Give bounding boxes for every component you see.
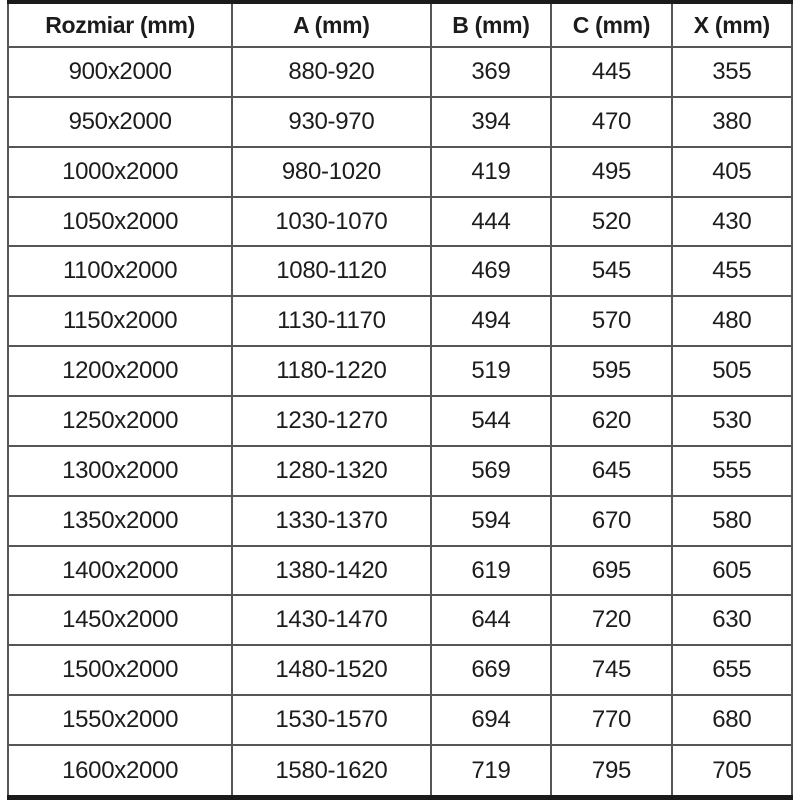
- cell-x: 430: [672, 197, 792, 247]
- cell-c: 620: [551, 396, 671, 446]
- cell-b: 394: [431, 97, 552, 147]
- cell-rozmiar: 1300x2000: [8, 446, 232, 496]
- cell-c: 645: [551, 446, 671, 496]
- cell-b: 419: [431, 147, 552, 197]
- table-header: [8, 2, 792, 47]
- cell-rozmiar: 1000x2000: [8, 147, 232, 197]
- cell-x: 705: [672, 745, 792, 797]
- cell-x: 555: [672, 446, 792, 496]
- cell-a: 1180-1220: [232, 346, 430, 396]
- column-header-rozmiar: Rozmiar (mm): [8, 2, 232, 47]
- cell-x: 605: [672, 546, 792, 596]
- cell-a: 1480-1520: [232, 645, 430, 695]
- cell-a: 1380-1420: [232, 546, 430, 596]
- cell-a: 880-920: [232, 47, 430, 97]
- cell-rozmiar: 1100x2000: [8, 246, 232, 296]
- table-row: [8, 496, 792, 546]
- cell-b: 719: [431, 745, 552, 797]
- cell-x: 630: [672, 595, 792, 645]
- cell-c: 770: [551, 695, 671, 745]
- column-header-x: X (mm): [672, 2, 792, 47]
- cell-x: 380: [672, 97, 792, 147]
- cell-x: 355: [672, 47, 792, 97]
- cell-a: 930-970: [232, 97, 430, 147]
- cell-x: 580: [672, 496, 792, 546]
- cell-x: 680: [672, 695, 792, 745]
- cell-c: 495: [551, 147, 671, 197]
- cell-a: 1430-1470: [232, 595, 430, 645]
- cell-a: 1230-1270: [232, 396, 430, 446]
- cell-a: 980-1020: [232, 147, 430, 197]
- cell-b: 444: [431, 197, 552, 247]
- table-row: [8, 246, 792, 296]
- cell-b: 619: [431, 546, 552, 596]
- header-row: [8, 2, 792, 47]
- cell-rozmiar: 1500x2000: [8, 645, 232, 695]
- cell-x: 455: [672, 246, 792, 296]
- cell-a: 1130-1170: [232, 296, 430, 346]
- cell-c: 595: [551, 346, 671, 396]
- cell-a: 1030-1070: [232, 197, 430, 247]
- cell-rozmiar: 950x2000: [8, 97, 232, 147]
- cell-x: 405: [672, 147, 792, 197]
- cell-x: 530: [672, 396, 792, 446]
- column-header-c: C (mm): [551, 2, 671, 47]
- cell-c: 570: [551, 296, 671, 346]
- table-row: [8, 396, 792, 446]
- table-row: [8, 645, 792, 695]
- table-row: [8, 197, 792, 247]
- table-row: [8, 595, 792, 645]
- table-row: [8, 147, 792, 197]
- table-row: [8, 695, 792, 745]
- cell-x: 655: [672, 645, 792, 695]
- cell-c: 720: [551, 595, 671, 645]
- cell-rozmiar: 1150x2000: [8, 296, 232, 346]
- cell-b: 544: [431, 396, 552, 446]
- cell-c: 445: [551, 47, 671, 97]
- cell-b: 669: [431, 645, 552, 695]
- cell-x: 480: [672, 296, 792, 346]
- cell-rozmiar: 1350x2000: [8, 496, 232, 546]
- cell-c: 545: [551, 246, 671, 296]
- cell-x: 505: [672, 346, 792, 396]
- cell-rozmiar: 1250x2000: [8, 396, 232, 446]
- cell-c: 795: [551, 745, 671, 797]
- cell-c: 470: [551, 97, 671, 147]
- cell-c: 695: [551, 546, 671, 596]
- cell-b: 519: [431, 346, 552, 396]
- table-row: [8, 97, 792, 147]
- cell-a: 1330-1370: [232, 496, 430, 546]
- table-row: [8, 346, 792, 396]
- cell-c: 520: [551, 197, 671, 247]
- cell-c: 745: [551, 645, 671, 695]
- cell-c: 670: [551, 496, 671, 546]
- cell-b: 644: [431, 595, 552, 645]
- cell-rozmiar: 900x2000: [8, 47, 232, 97]
- cell-rozmiar: 1400x2000: [8, 546, 232, 596]
- table-body: [8, 47, 792, 798]
- table-row: [8, 446, 792, 496]
- cell-rozmiar: 1050x2000: [8, 197, 232, 247]
- cell-rozmiar: 1450x2000: [8, 595, 232, 645]
- cell-rozmiar: 1550x2000: [8, 695, 232, 745]
- cell-b: 494: [431, 296, 552, 346]
- table-row: [8, 47, 792, 97]
- size-table: [7, 0, 793, 800]
- cell-a: 1280-1320: [232, 446, 430, 496]
- column-header-b: B (mm): [431, 2, 552, 47]
- cell-a: 1080-1120: [232, 246, 430, 296]
- table-row: [8, 296, 792, 346]
- cell-b: 694: [431, 695, 552, 745]
- cell-a: 1530-1570: [232, 695, 430, 745]
- cell-b: 594: [431, 496, 552, 546]
- cell-b: 469: [431, 246, 552, 296]
- cell-a: 1580-1620: [232, 745, 430, 797]
- table-row: [8, 745, 792, 797]
- column-header-a: A (mm): [232, 2, 430, 47]
- table-row: [8, 546, 792, 596]
- cell-rozmiar: 1600x2000: [8, 745, 232, 797]
- cell-rozmiar: 1200x2000: [8, 346, 232, 396]
- cell-b: 569: [431, 446, 552, 496]
- cell-b: 369: [431, 47, 552, 97]
